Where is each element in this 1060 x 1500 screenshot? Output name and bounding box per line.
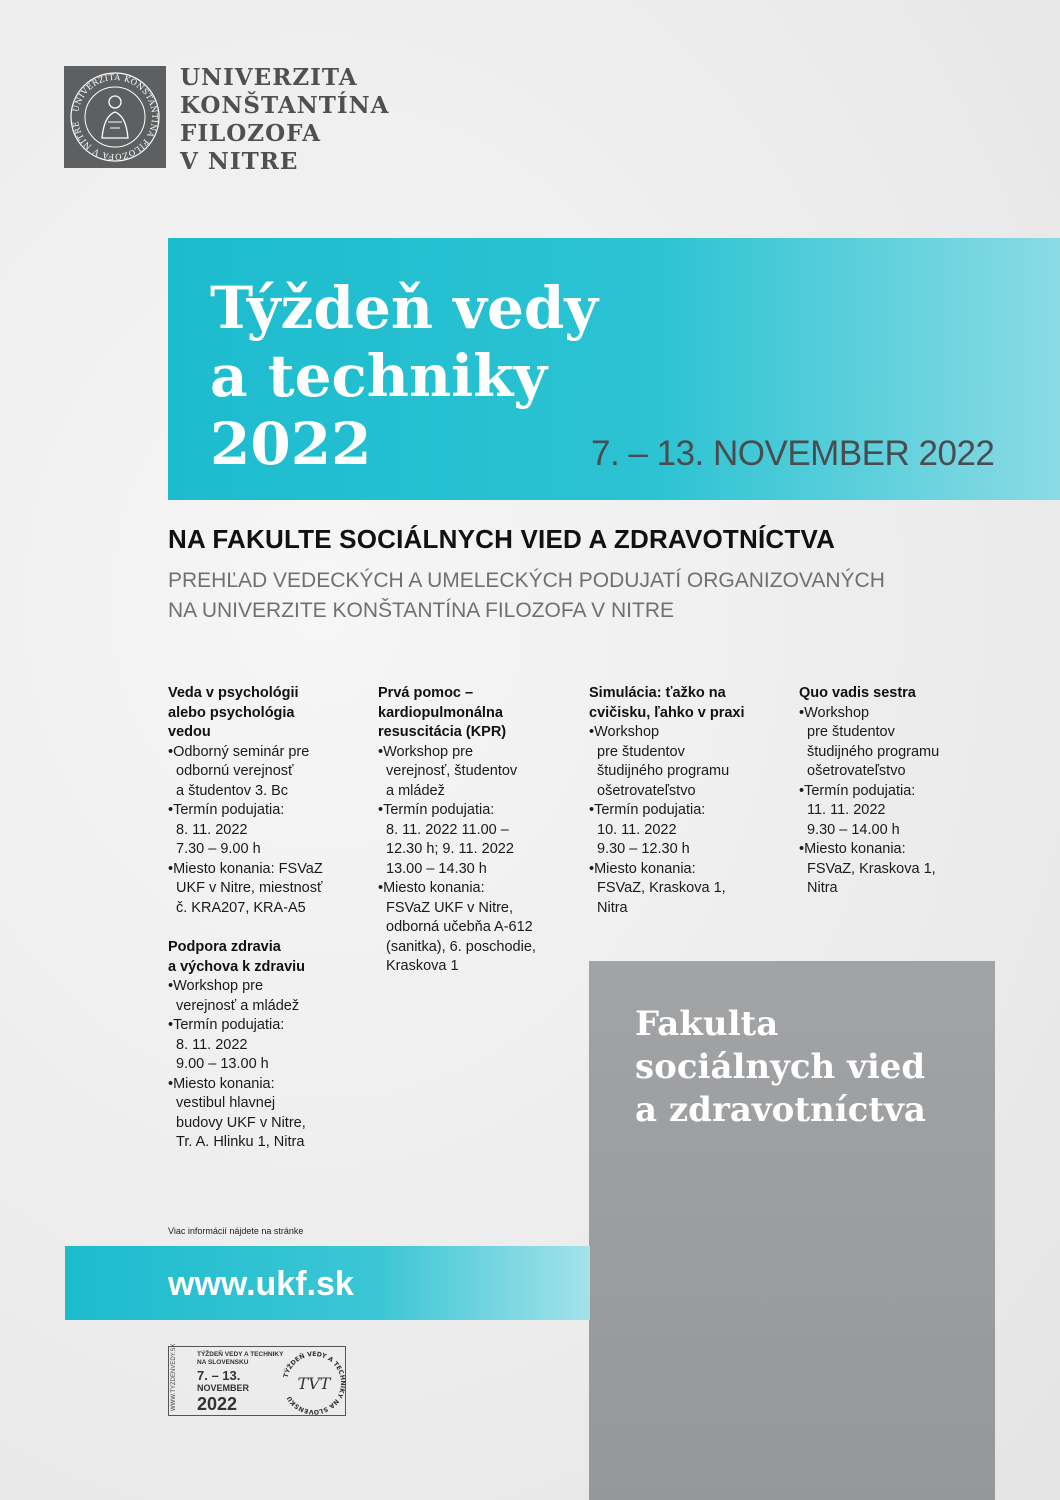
tvt-small-line: TÝŽDEŇ VEDY A TECHNIKY bbox=[197, 1351, 284, 1358]
tvt-small-text bbox=[197, 1351, 283, 1367]
event-place: •Miesto konania: bbox=[168, 1075, 275, 1092]
event-place: •Miesto konania: FSVaZ bbox=[168, 860, 323, 877]
hero-title bbox=[210, 274, 598, 478]
tvt-side-url: WWW.TYZDENVEDY.SK bbox=[171, 1343, 177, 1411]
event-title-line: resuscitácia (KPR) bbox=[378, 724, 507, 740]
university-name bbox=[180, 64, 390, 176]
event-type: a mládež bbox=[386, 782, 445, 799]
event-place: odborná učebňa A-612 bbox=[386, 919, 533, 935]
university-seal-icon bbox=[64, 66, 166, 168]
events-column-1 bbox=[168, 684, 368, 1153]
tvt-date bbox=[197, 1369, 249, 1414]
tvt-seal-ring-text: TÝŽDEŇ VEDY A TECHNIKY NA SLOVENSKU bbox=[282, 1350, 347, 1416]
university-name-line: FILOZOFA bbox=[180, 120, 321, 147]
event-card bbox=[378, 684, 578, 977]
event-type: •Workshop pre bbox=[378, 743, 474, 760]
event-type: •Workshop bbox=[589, 724, 660, 740]
event-place: Tr. A. Hlinku 1, Nitra bbox=[176, 1134, 305, 1150]
event-type: •Odborný seminár pre bbox=[168, 743, 310, 760]
event-title bbox=[799, 684, 999, 704]
event-type: študijného programu bbox=[597, 763, 730, 779]
event-term: 12.30 h; 9. 11. 2022 bbox=[386, 841, 514, 857]
event-title-line: Prvá pomoc – bbox=[378, 685, 474, 701]
event-place: •Miesto konania: bbox=[378, 880, 485, 896]
tvt-date-days: 7. – 13. bbox=[197, 1368, 241, 1383]
events-column-4 bbox=[799, 684, 999, 899]
event-title-line: alebo psychológia bbox=[168, 704, 295, 721]
tvt-small-line: NA SLOVENSKU bbox=[197, 1359, 249, 1366]
event-type: a študentov 3. Bc bbox=[176, 782, 289, 799]
event-card bbox=[799, 684, 999, 899]
event-term: 9.30 – 14.00 h bbox=[807, 821, 900, 838]
event-card bbox=[168, 938, 368, 1153]
event-term: 11. 11. 2022 bbox=[807, 802, 886, 818]
faculty-box-line: a zdravotníctva bbox=[635, 1090, 926, 1130]
hero-title-line: a techniky bbox=[210, 342, 548, 410]
event-title bbox=[168, 938, 368, 977]
event-type: odbornú verejnosť bbox=[176, 763, 294, 779]
tvt-date-month: NOVEMBER bbox=[197, 1383, 250, 1393]
event-term: 9.00 – 13.00 h bbox=[176, 1056, 269, 1072]
event-place: FSVaZ, Kraskova 1, bbox=[807, 860, 936, 877]
event-title bbox=[378, 684, 578, 743]
event-title bbox=[168, 684, 368, 743]
event-title-line: a výchova k zdraviu bbox=[168, 958, 306, 975]
event-type: verejnosť a mládež bbox=[176, 997, 300, 1014]
more-info-text: Viac informácií nájdete na stránke bbox=[168, 1226, 304, 1236]
event-place: UKF v Nitre, miestnosť bbox=[176, 880, 323, 896]
tvt-seal-icon bbox=[279, 1345, 349, 1417]
event-type: verejnosť, študentov bbox=[386, 763, 518, 779]
event-place: (sanitka), 6. poschodie, bbox=[386, 938, 536, 955]
event-place: budovy UKF v Nitre, bbox=[176, 1114, 306, 1131]
event-type: pre študentov bbox=[597, 743, 685, 760]
event-term: 9.30 – 12.30 h bbox=[597, 841, 690, 857]
event-place: FSVaZ, Kraskova 1, bbox=[597, 880, 726, 896]
hero-date: 7. – 13. NOVEMBER 2022 bbox=[591, 434, 995, 473]
event-title-line: Quo vadis sestra bbox=[799, 685, 916, 701]
event-title-line: kardiopulmonálna bbox=[378, 704, 503, 721]
event-place: FSVaZ UKF v Nitre, bbox=[386, 899, 514, 916]
faculty-box-line: Fakulta bbox=[635, 1004, 779, 1044]
event-place: č. KRA207, KRA-A5 bbox=[176, 899, 306, 916]
website-link[interactable]: www.ukf.sk bbox=[168, 1265, 354, 1303]
events-column-3 bbox=[589, 684, 789, 918]
event-title-line: Podpora zdravia bbox=[168, 939, 281, 955]
university-logo bbox=[64, 66, 166, 168]
tvt-date-year: 2022 bbox=[197, 1394, 238, 1414]
subtitle-line: NA UNIVERZITE KONŠTANTÍNA FILOZOFA V NITRE bbox=[168, 599, 675, 622]
university-name-line: KONŠTANTÍNA bbox=[180, 92, 390, 119]
event-term: •Termín podujatia: bbox=[168, 802, 285, 818]
event-card bbox=[168, 684, 368, 918]
event-term: •Termín podujatia: bbox=[589, 802, 706, 818]
event-type: pre študentov bbox=[807, 724, 895, 740]
event-place: Nitra bbox=[597, 899, 628, 916]
event-type: ošetrovateľstvo bbox=[807, 763, 906, 779]
tvt-badge bbox=[168, 1343, 347, 1416]
event-title-line: vedou bbox=[168, 724, 211, 740]
event-place: vestibul hlavnej bbox=[176, 1095, 276, 1111]
hero-title-line: Týždeň vedy bbox=[210, 274, 599, 342]
faculty-heading: NA FAKULTE SOCIÁLNYCH VIED A ZDRAVOTNÍCTVA bbox=[168, 524, 836, 554]
event-title-line: Veda v psychológii bbox=[168, 685, 299, 701]
event-card bbox=[589, 684, 789, 918]
event-term: 10. 11. 2022 bbox=[597, 821, 677, 838]
event-type: ošetrovateľstvo bbox=[597, 782, 696, 799]
event-term: 7.30 – 9.00 h bbox=[176, 841, 261, 857]
event-term: 8. 11. 2022 11.00 – bbox=[386, 821, 509, 838]
event-title bbox=[589, 684, 789, 723]
event-type: •Workshop bbox=[799, 704, 870, 721]
hero-title-line: 2022 bbox=[210, 410, 372, 478]
tvt-seal-mark: TVT bbox=[297, 1374, 331, 1393]
subtitle bbox=[168, 566, 885, 626]
event-term: 8. 11. 2022 bbox=[176, 1036, 248, 1053]
event-place: •Miesto konania: bbox=[589, 860, 696, 877]
events-column-2 bbox=[378, 684, 578, 977]
event-term: •Termín podujatia: bbox=[168, 1017, 285, 1033]
event-term: •Termín podujatia: bbox=[378, 802, 495, 818]
event-place: •Miesto konania: bbox=[799, 841, 906, 857]
event-type: študijného programu bbox=[807, 743, 940, 760]
website-bar bbox=[65, 1246, 590, 1320]
hero-banner bbox=[168, 238, 1060, 500]
event-type: •Workshop pre bbox=[168, 978, 264, 994]
subtitle-line: PREHĽAD VEDECKÝCH A UMELECKÝCH PODUJATÍ ORGANIZOVANÝCH bbox=[168, 569, 885, 592]
faculty-box-title bbox=[635, 1003, 926, 1132]
event-term: 13.00 – 14.30 h bbox=[386, 860, 487, 877]
event-title-line: cvičisku, ľahko v praxi bbox=[589, 704, 745, 721]
event-term: •Termín podujatia: bbox=[799, 782, 916, 799]
university-name-line: UNIVERZITA bbox=[180, 64, 358, 91]
university-seal-text: UNIVERZITA KONŠTANTÍNA FILOZOFA V NITRE bbox=[71, 72, 160, 162]
university-name-line: V NITRE bbox=[180, 148, 299, 175]
faculty-box-line: sociálnych vied bbox=[635, 1047, 926, 1087]
event-title-line: Simulácia: ťažko na bbox=[589, 685, 726, 701]
event-term: 8. 11. 2022 bbox=[176, 821, 248, 838]
event-place: Kraskova 1 bbox=[386, 958, 459, 974]
faculty-box bbox=[589, 961, 995, 1500]
event-place: Nitra bbox=[807, 880, 838, 896]
